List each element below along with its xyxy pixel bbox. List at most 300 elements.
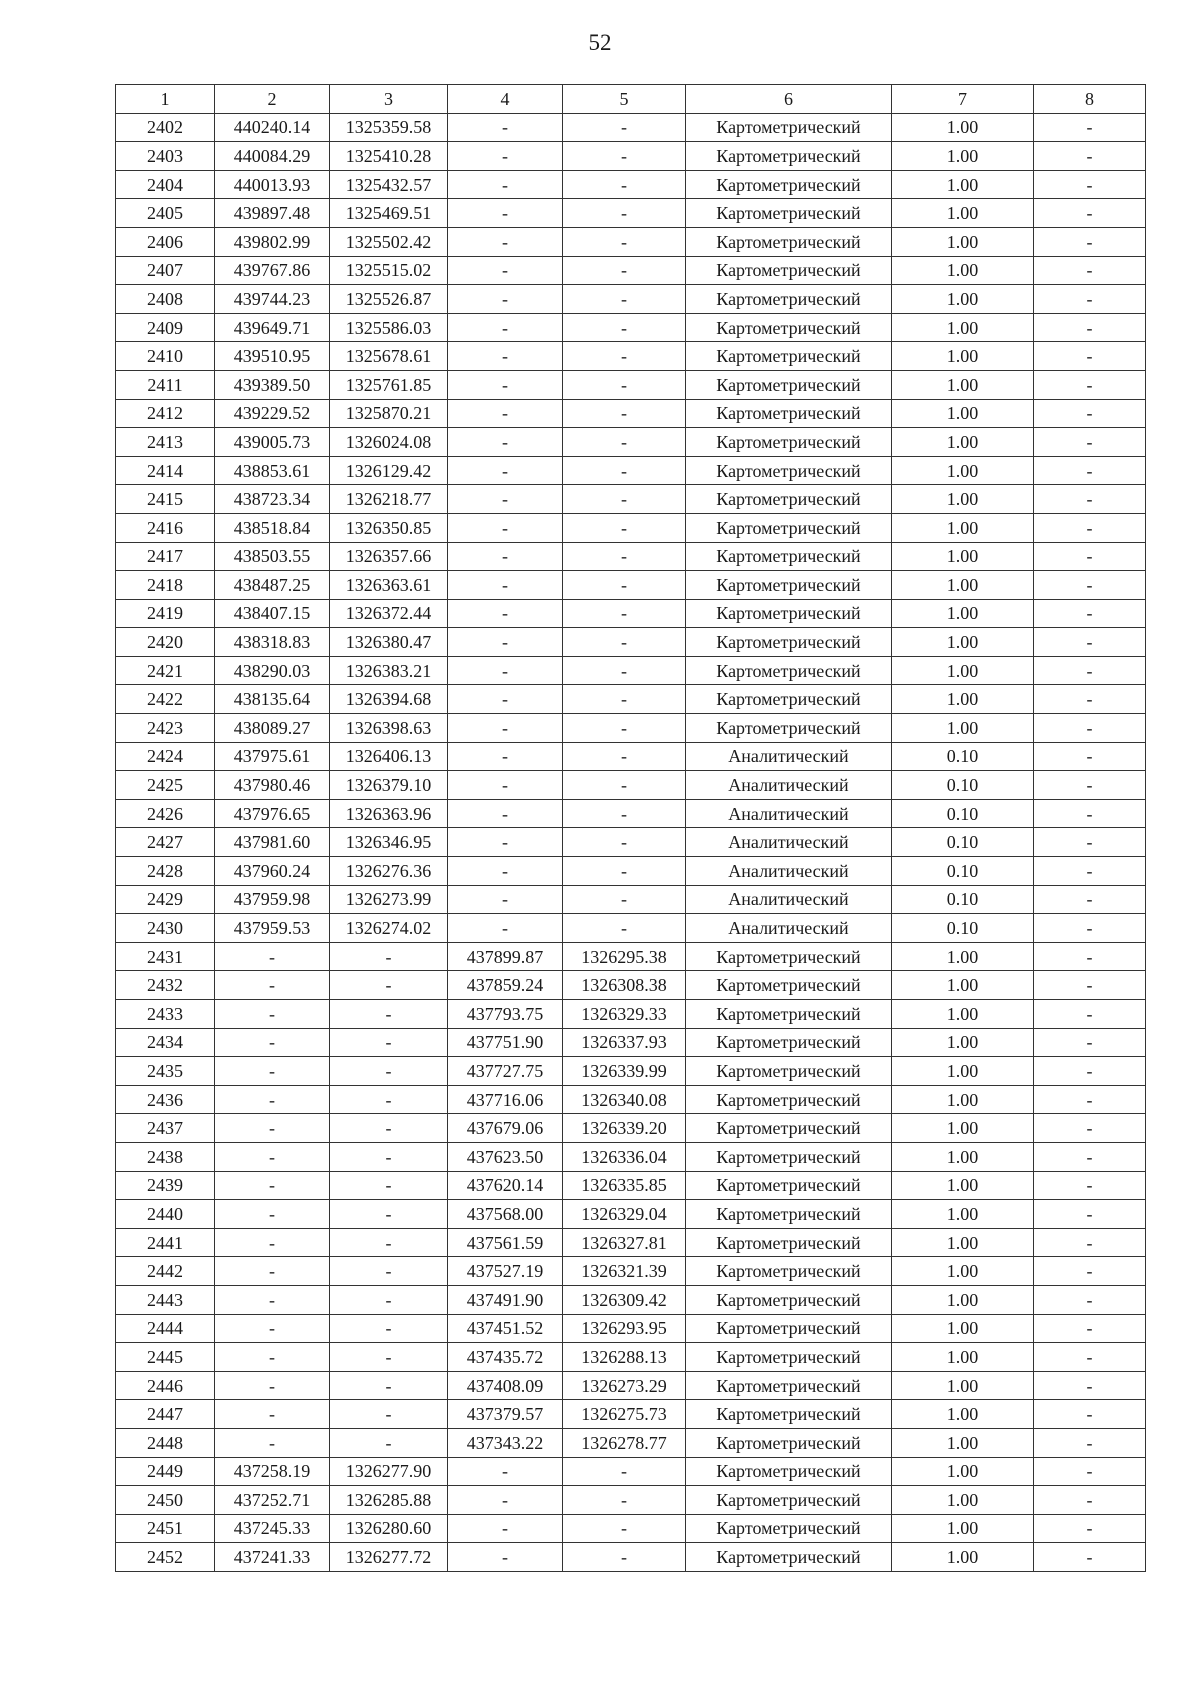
table-cell: 1326335.85 xyxy=(563,1171,686,1200)
table-cell: 2421 xyxy=(116,656,215,685)
table-cell: Картометрический xyxy=(686,628,892,657)
table-cell: 2436 xyxy=(116,1085,215,1114)
table-cell: 1.00 xyxy=(892,428,1034,457)
table-cell: - xyxy=(563,485,686,514)
table-cell: - xyxy=(1034,714,1146,743)
table-cell: Картометрический xyxy=(686,714,892,743)
table-row xyxy=(116,1486,1146,1515)
table-cell: - xyxy=(448,313,563,342)
table-cell: 1326024.08 xyxy=(330,428,448,457)
table-cell: 1326321.39 xyxy=(563,1257,686,1286)
table-cell: 1.00 xyxy=(892,285,1034,314)
table-cell: - xyxy=(1034,370,1146,399)
table-cell: - xyxy=(1034,656,1146,685)
table-cell: - xyxy=(563,285,686,314)
table-cell: - xyxy=(215,1257,330,1286)
table-cell: 1326277.90 xyxy=(330,1457,448,1486)
table-row xyxy=(116,1057,1146,1086)
column-header-7: 7 xyxy=(892,85,1034,114)
table-cell: 440084.29 xyxy=(215,142,330,171)
table-cell: - xyxy=(1034,799,1146,828)
table-cell: - xyxy=(448,227,563,256)
table-cell: - xyxy=(448,599,563,628)
table-cell: - xyxy=(563,571,686,600)
table-cell: 2428 xyxy=(116,857,215,886)
table-cell: - xyxy=(1034,1000,1146,1029)
table-cell: - xyxy=(448,428,563,457)
table-cell: - xyxy=(1034,685,1146,714)
table-cell: 1.00 xyxy=(892,1343,1034,1372)
table-cell: - xyxy=(1034,227,1146,256)
table-row xyxy=(116,1514,1146,1543)
table-cell: Картометрический xyxy=(686,428,892,457)
table-cell: - xyxy=(1034,342,1146,371)
table-cell: - xyxy=(1034,1257,1146,1286)
table-cell: - xyxy=(448,771,563,800)
table-cell: - xyxy=(1034,1343,1146,1372)
table-cell: 2426 xyxy=(116,799,215,828)
table-cell: - xyxy=(563,1514,686,1543)
table-cell: Картометрический xyxy=(686,1114,892,1143)
table-cell: 1326363.61 xyxy=(330,571,448,600)
table-cell: - xyxy=(1034,1514,1146,1543)
table-cell: Картометрический xyxy=(686,942,892,971)
table-row xyxy=(116,313,1146,342)
table-cell: - xyxy=(1034,513,1146,542)
table-cell: 1.00 xyxy=(892,513,1034,542)
table-cell: 1.00 xyxy=(892,1028,1034,1057)
table-row xyxy=(116,1343,1146,1372)
table-cell: - xyxy=(1034,942,1146,971)
column-header-4: 4 xyxy=(448,85,563,114)
table-cell: - xyxy=(563,828,686,857)
table-cell: - xyxy=(330,1028,448,1057)
table-cell: - xyxy=(1034,485,1146,514)
table-cell: 1.00 xyxy=(892,370,1034,399)
table-cell: - xyxy=(563,399,686,428)
table-row xyxy=(116,1285,1146,1314)
table-cell: - xyxy=(1034,1142,1146,1171)
table-cell: - xyxy=(448,485,563,514)
table-row xyxy=(116,1085,1146,1114)
table-cell: 1326273.99 xyxy=(330,885,448,914)
table-cell: - xyxy=(448,370,563,399)
table-cell: 2449 xyxy=(116,1457,215,1486)
table-cell: - xyxy=(448,685,563,714)
table-cell: 437960.24 xyxy=(215,857,330,886)
table-cell: - xyxy=(215,1428,330,1457)
column-header-6: 6 xyxy=(686,85,892,114)
table-cell: 437568.00 xyxy=(448,1200,563,1229)
column-header-2: 2 xyxy=(215,85,330,114)
table-cell: 1326379.10 xyxy=(330,771,448,800)
table-cell: - xyxy=(563,513,686,542)
table-row xyxy=(116,142,1146,171)
table-cell: Картометрический xyxy=(686,1343,892,1372)
table-cell: 0.10 xyxy=(892,857,1034,886)
coordinates-table xyxy=(115,84,1146,1572)
table-cell: 2433 xyxy=(116,1000,215,1029)
column-header-1: 1 xyxy=(116,85,215,114)
column-header-3: 3 xyxy=(330,85,448,114)
table-row xyxy=(116,342,1146,371)
table-cell: - xyxy=(448,542,563,571)
table-cell: 1326329.04 xyxy=(563,1200,686,1229)
table-cell: - xyxy=(1034,170,1146,199)
table-cell: 1326129.42 xyxy=(330,456,448,485)
table-cell: 440013.93 xyxy=(215,170,330,199)
table-cell: - xyxy=(448,571,563,600)
table-cell: 1326394.68 xyxy=(330,685,448,714)
table-cell: 1.00 xyxy=(892,1543,1034,1572)
table-cell: Аналитический xyxy=(686,885,892,914)
table-cell: 437620.14 xyxy=(448,1171,563,1200)
table-cell: 2414 xyxy=(116,456,215,485)
table-cell: - xyxy=(448,656,563,685)
table-cell: - xyxy=(330,1400,448,1429)
table-row xyxy=(116,170,1146,199)
table-cell: 438503.55 xyxy=(215,542,330,571)
table-cell: - xyxy=(563,256,686,285)
table-cell: 2422 xyxy=(116,685,215,714)
table-cell: 440240.14 xyxy=(215,113,330,142)
table-row xyxy=(116,1314,1146,1343)
table-cell: Картометрический xyxy=(686,571,892,600)
table-cell: 2440 xyxy=(116,1200,215,1229)
table-cell: 1.00 xyxy=(892,1428,1034,1457)
table-row xyxy=(116,1371,1146,1400)
table-cell: 2413 xyxy=(116,428,215,457)
table-cell: - xyxy=(563,313,686,342)
table-cell: 1326357.66 xyxy=(330,542,448,571)
table-row xyxy=(116,1114,1146,1143)
table-cell: - xyxy=(1034,1285,1146,1314)
table-row xyxy=(116,685,1146,714)
table-cell: 439649.71 xyxy=(215,313,330,342)
table-cell: - xyxy=(1034,1314,1146,1343)
table-cell: Картометрический xyxy=(686,1314,892,1343)
table-cell: - xyxy=(448,113,563,142)
table-cell: 2452 xyxy=(116,1543,215,1572)
table-cell: 1.00 xyxy=(892,342,1034,371)
table-cell: - xyxy=(448,285,563,314)
table-row xyxy=(116,256,1146,285)
table-cell: 2429 xyxy=(116,885,215,914)
table-row xyxy=(116,656,1146,685)
table-cell: 0.10 xyxy=(892,771,1034,800)
table-cell: - xyxy=(563,656,686,685)
table-cell: Картометрический xyxy=(686,1457,892,1486)
table-cell: - xyxy=(1034,1371,1146,1400)
table-cell: Картометрический xyxy=(686,456,892,485)
table-cell: 437793.75 xyxy=(448,1000,563,1029)
table-cell: - xyxy=(330,1371,448,1400)
table-cell: - xyxy=(1034,1057,1146,1086)
table-cell: 437976.65 xyxy=(215,799,330,828)
table-cell: 1.00 xyxy=(892,685,1034,714)
table-cell: 1326293.95 xyxy=(563,1314,686,1343)
table-cell: 439510.95 xyxy=(215,342,330,371)
table-cell: Картометрический xyxy=(686,1514,892,1543)
table-row xyxy=(116,1171,1146,1200)
table-cell: Картометрический xyxy=(686,313,892,342)
table-cell: 2438 xyxy=(116,1142,215,1171)
table-cell: 1.00 xyxy=(892,1200,1034,1229)
table-cell: 1326309.42 xyxy=(563,1285,686,1314)
table-cell: - xyxy=(330,1085,448,1114)
table-cell: Аналитический xyxy=(686,828,892,857)
table-cell: 439744.23 xyxy=(215,285,330,314)
table-row xyxy=(116,1457,1146,1486)
table-cell: Картометрический xyxy=(686,513,892,542)
table-cell: - xyxy=(448,742,563,771)
table-cell: - xyxy=(330,1171,448,1200)
table-cell: 2448 xyxy=(116,1428,215,1457)
table-cell: 1.00 xyxy=(892,656,1034,685)
table-cell: 2412 xyxy=(116,399,215,428)
table-cell: 1.00 xyxy=(892,256,1034,285)
table-cell: 2408 xyxy=(116,285,215,314)
table-cell: 1326273.29 xyxy=(563,1371,686,1400)
table-cell: 1.00 xyxy=(892,1000,1034,1029)
table-cell: - xyxy=(448,885,563,914)
table-cell: Картометрический xyxy=(686,1171,892,1200)
table-cell: 2450 xyxy=(116,1486,215,1515)
table-cell: 2420 xyxy=(116,628,215,657)
table-cell: Картометрический xyxy=(686,656,892,685)
table-cell: 2419 xyxy=(116,599,215,628)
table-row xyxy=(116,456,1146,485)
table-cell: 438853.61 xyxy=(215,456,330,485)
table-cell: 1326350.85 xyxy=(330,513,448,542)
table-cell: Картометрический xyxy=(686,370,892,399)
table-cell: - xyxy=(215,1314,330,1343)
table-cell: 1325432.57 xyxy=(330,170,448,199)
table-cell: 1326372.44 xyxy=(330,599,448,628)
table-cell: 2431 xyxy=(116,942,215,971)
table-cell: 1326288.13 xyxy=(563,1343,686,1372)
table-cell: 439005.73 xyxy=(215,428,330,457)
table-cell: - xyxy=(563,456,686,485)
table-cell: 1.00 xyxy=(892,313,1034,342)
table-row xyxy=(116,857,1146,886)
table-cell: - xyxy=(215,1228,330,1257)
page-number: 52 xyxy=(588,30,612,55)
table-cell: - xyxy=(1034,313,1146,342)
table-cell: 2406 xyxy=(116,227,215,256)
table-cell: - xyxy=(215,1028,330,1057)
table-cell: 2411 xyxy=(116,370,215,399)
table-cell: 1326274.02 xyxy=(330,914,448,943)
table-cell: Картометрический xyxy=(686,256,892,285)
table-cell: - xyxy=(448,399,563,428)
table-row xyxy=(116,742,1146,771)
table-cell: - xyxy=(563,342,686,371)
table-cell: - xyxy=(448,456,563,485)
table-cell: Картометрический xyxy=(686,1200,892,1229)
table-cell: 1326278.77 xyxy=(563,1428,686,1457)
table-cell: Картометрический xyxy=(686,199,892,228)
table-cell: 437241.33 xyxy=(215,1543,330,1572)
table-cell: 2439 xyxy=(116,1171,215,1200)
table-cell: 1.00 xyxy=(892,571,1034,600)
table-cell: 2410 xyxy=(116,342,215,371)
column-header-8: 8 xyxy=(1034,85,1146,114)
table-cell: 437751.90 xyxy=(448,1028,563,1057)
table-row xyxy=(116,1257,1146,1286)
table-cell: 1326275.73 xyxy=(563,1400,686,1429)
table-cell: - xyxy=(448,1514,563,1543)
table-cell: Картометрический xyxy=(686,1028,892,1057)
table-cell: Картометрический xyxy=(686,1486,892,1515)
table-cell: 1326329.33 xyxy=(563,1000,686,1029)
table-cell: 439802.99 xyxy=(215,227,330,256)
table-cell: 2432 xyxy=(116,971,215,1000)
table-cell: Картометрический xyxy=(686,1085,892,1114)
table-cell: Аналитический xyxy=(686,742,892,771)
table-cell: - xyxy=(448,170,563,199)
table-cell: 437451.52 xyxy=(448,1314,563,1343)
table-cell: - xyxy=(448,256,563,285)
table-cell: 1.00 xyxy=(892,399,1034,428)
table-cell: 2430 xyxy=(116,914,215,943)
table-cell: 2425 xyxy=(116,771,215,800)
table-cell: - xyxy=(215,971,330,1000)
table-cell: 1.00 xyxy=(892,1400,1034,1429)
table-cell: 2418 xyxy=(116,571,215,600)
table-cell: - xyxy=(215,1085,330,1114)
table-cell: - xyxy=(563,628,686,657)
table-row xyxy=(116,885,1146,914)
table-cell: - xyxy=(1034,1200,1146,1229)
table-cell: 1325870.21 xyxy=(330,399,448,428)
table-cell: 2427 xyxy=(116,828,215,857)
table-cell: - xyxy=(1034,399,1146,428)
table-cell: 437899.87 xyxy=(448,942,563,971)
table-cell: 2404 xyxy=(116,170,215,199)
table-cell: 1.00 xyxy=(892,227,1034,256)
table-cell: 1326308.38 xyxy=(563,971,686,1000)
table-cell: - xyxy=(1034,542,1146,571)
table-cell: Картометрический xyxy=(686,113,892,142)
table-cell: Картометрический xyxy=(686,1285,892,1314)
table-cell: 1.00 xyxy=(892,1514,1034,1543)
table-cell: 437435.72 xyxy=(448,1343,563,1372)
table-cell: - xyxy=(448,828,563,857)
table-cell: 1.00 xyxy=(892,170,1034,199)
table-cell: 2445 xyxy=(116,1343,215,1372)
table-cell: 438487.25 xyxy=(215,571,330,600)
table-cell: - xyxy=(1034,142,1146,171)
table-row xyxy=(116,1543,1146,1572)
table-cell: - xyxy=(448,628,563,657)
table-cell: 2417 xyxy=(116,542,215,571)
table-cell: - xyxy=(563,113,686,142)
table-cell: 1326383.21 xyxy=(330,656,448,685)
table-cell: - xyxy=(563,742,686,771)
table-cell: - xyxy=(215,1114,330,1143)
table-cell: - xyxy=(563,227,686,256)
table-cell: 1326277.72 xyxy=(330,1543,448,1572)
table-cell: 1.00 xyxy=(892,1314,1034,1343)
table-cell: Картометрический xyxy=(686,342,892,371)
table-cell: 1.00 xyxy=(892,1171,1034,1200)
table-cell: 1326280.60 xyxy=(330,1514,448,1543)
table-cell: - xyxy=(448,1486,563,1515)
table-cell: - xyxy=(1034,599,1146,628)
table-row xyxy=(116,1228,1146,1257)
table-row xyxy=(116,771,1146,800)
table-cell: 1326346.95 xyxy=(330,828,448,857)
table-cell: 0.10 xyxy=(892,799,1034,828)
table-cell: - xyxy=(448,799,563,828)
table-row xyxy=(116,428,1146,457)
table-cell: 437980.46 xyxy=(215,771,330,800)
table-cell: 438407.15 xyxy=(215,599,330,628)
table-row xyxy=(116,1400,1146,1429)
table-cell: Картометрический xyxy=(686,227,892,256)
table-cell: - xyxy=(330,1314,448,1343)
table-cell: - xyxy=(563,771,686,800)
table-row xyxy=(116,628,1146,657)
table-row xyxy=(116,599,1146,628)
table-cell: Аналитический xyxy=(686,857,892,886)
table-row xyxy=(116,542,1146,571)
table-row xyxy=(116,799,1146,828)
table-cell: 437623.50 xyxy=(448,1142,563,1171)
table-cell: - xyxy=(448,714,563,743)
table-cell: 1.00 xyxy=(892,1486,1034,1515)
table-cell: 1325502.42 xyxy=(330,227,448,256)
table-cell: 1326340.08 xyxy=(563,1085,686,1114)
table-cell: 2451 xyxy=(116,1514,215,1543)
table-cell: 1.00 xyxy=(892,1142,1034,1171)
table-cell: 1326276.36 xyxy=(330,857,448,886)
table-cell: 2447 xyxy=(116,1400,215,1429)
table-cell: 1325410.28 xyxy=(330,142,448,171)
table-cell: 1.00 xyxy=(892,542,1034,571)
table-row xyxy=(116,971,1146,1000)
table-cell: 438089.27 xyxy=(215,714,330,743)
table-cell: - xyxy=(1034,456,1146,485)
table-cell: Картометрический xyxy=(686,1428,892,1457)
table-row xyxy=(116,1000,1146,1029)
table-cell: 437716.06 xyxy=(448,1085,563,1114)
table-cell: 437727.75 xyxy=(448,1057,563,1086)
table-row xyxy=(116,513,1146,542)
table-cell: 2424 xyxy=(116,742,215,771)
table-cell: 437975.61 xyxy=(215,742,330,771)
table-cell: Аналитический xyxy=(686,799,892,828)
table-cell: - xyxy=(448,1457,563,1486)
table-cell: 2403 xyxy=(116,142,215,171)
table-cell: - xyxy=(1034,971,1146,1000)
table-cell: 2443 xyxy=(116,1285,215,1314)
table-cell: 1326363.96 xyxy=(330,799,448,828)
table-cell: - xyxy=(1034,1543,1146,1572)
table-cell: Картометрический xyxy=(686,599,892,628)
table-cell: 1.00 xyxy=(892,142,1034,171)
table-cell: - xyxy=(1034,571,1146,600)
table-cell: 0.10 xyxy=(892,914,1034,943)
table-cell: 1.00 xyxy=(892,456,1034,485)
table-cell: - xyxy=(215,1000,330,1029)
table-cell: 2434 xyxy=(116,1028,215,1057)
table-cell: 2409 xyxy=(116,313,215,342)
table-cell: 2416 xyxy=(116,513,215,542)
table-cell: - xyxy=(215,1057,330,1086)
table-cell: 2446 xyxy=(116,1371,215,1400)
